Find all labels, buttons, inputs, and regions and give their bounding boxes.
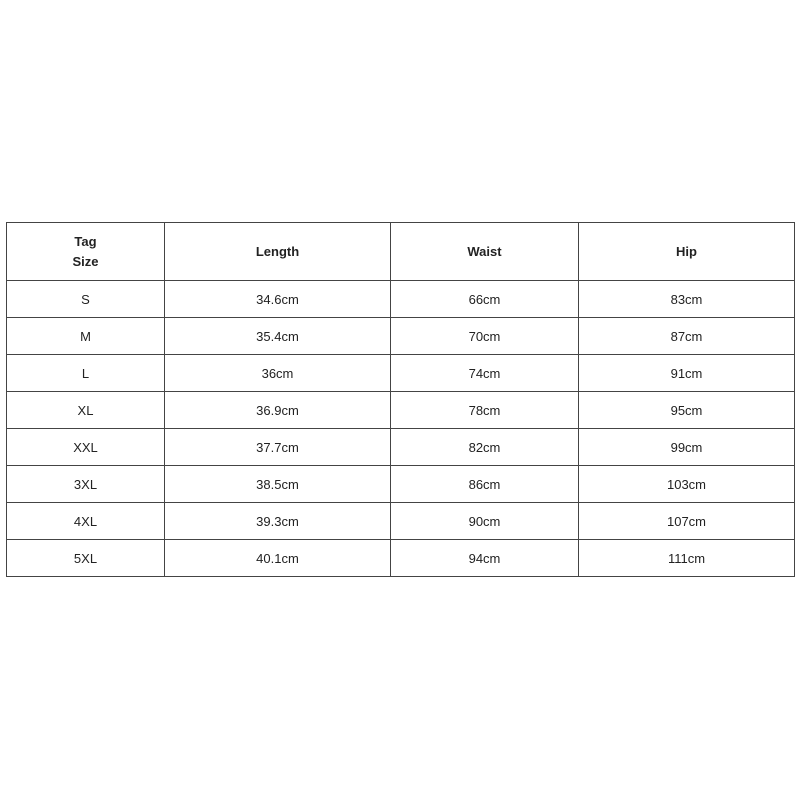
header-length: Length <box>165 223 391 281</box>
cell-size: S <box>7 281 165 318</box>
cell-waist: 78cm <box>391 392 579 429</box>
cell-hip: 99cm <box>579 429 795 466</box>
cell-size: XL <box>7 392 165 429</box>
cell-waist: 74cm <box>391 355 579 392</box>
table-row <box>7 392 795 429</box>
table-row <box>7 318 795 355</box>
cell-waist: 70cm <box>391 318 579 355</box>
cell-size: 4XL <box>7 503 165 540</box>
header-tag-label: Tag <box>74 233 97 249</box>
table-row <box>7 429 795 466</box>
cell-size: 5XL <box>7 540 165 577</box>
table-row <box>7 503 795 540</box>
cell-waist: 94cm <box>391 540 579 577</box>
cell-size: M <box>7 318 165 355</box>
cell-length: 35.4cm <box>165 318 391 355</box>
header-row <box>7 223 795 281</box>
cell-hip: 111cm <box>579 540 795 577</box>
cell-size: L <box>7 355 165 392</box>
cell-length: 36cm <box>165 355 391 392</box>
header-size-label: Size <box>72 253 99 269</box>
table-row <box>7 281 795 318</box>
cell-length: 36.9cm <box>165 392 391 429</box>
cell-hip: 107cm <box>579 503 795 540</box>
cell-length: 37.7cm <box>165 429 391 466</box>
cell-size: XXL <box>7 429 165 466</box>
size-chart-table <box>6 222 795 577</box>
cell-waist: 86cm <box>391 466 579 503</box>
cell-waist: 90cm <box>391 503 579 540</box>
cell-length: 34.6cm <box>165 281 391 318</box>
table-row <box>7 355 795 392</box>
cell-length: 39.3cm <box>165 503 391 540</box>
cell-waist: 66cm <box>391 281 579 318</box>
cell-length: 40.1cm <box>165 540 391 577</box>
cell-hip: 91cm <box>579 355 795 392</box>
cell-waist: 82cm <box>391 429 579 466</box>
table-row <box>7 466 795 503</box>
cell-length: 38.5cm <box>165 466 391 503</box>
header-waist: Waist <box>391 223 579 281</box>
cell-hip: 87cm <box>579 318 795 355</box>
header-hip: Hip <box>579 223 795 281</box>
header-tag-size <box>7 223 165 281</box>
cell-hip: 83cm <box>579 281 795 318</box>
cell-hip: 95cm <box>579 392 795 429</box>
table-row <box>7 540 795 577</box>
cell-hip: 103cm <box>579 466 795 503</box>
cell-size: 3XL <box>7 466 165 503</box>
